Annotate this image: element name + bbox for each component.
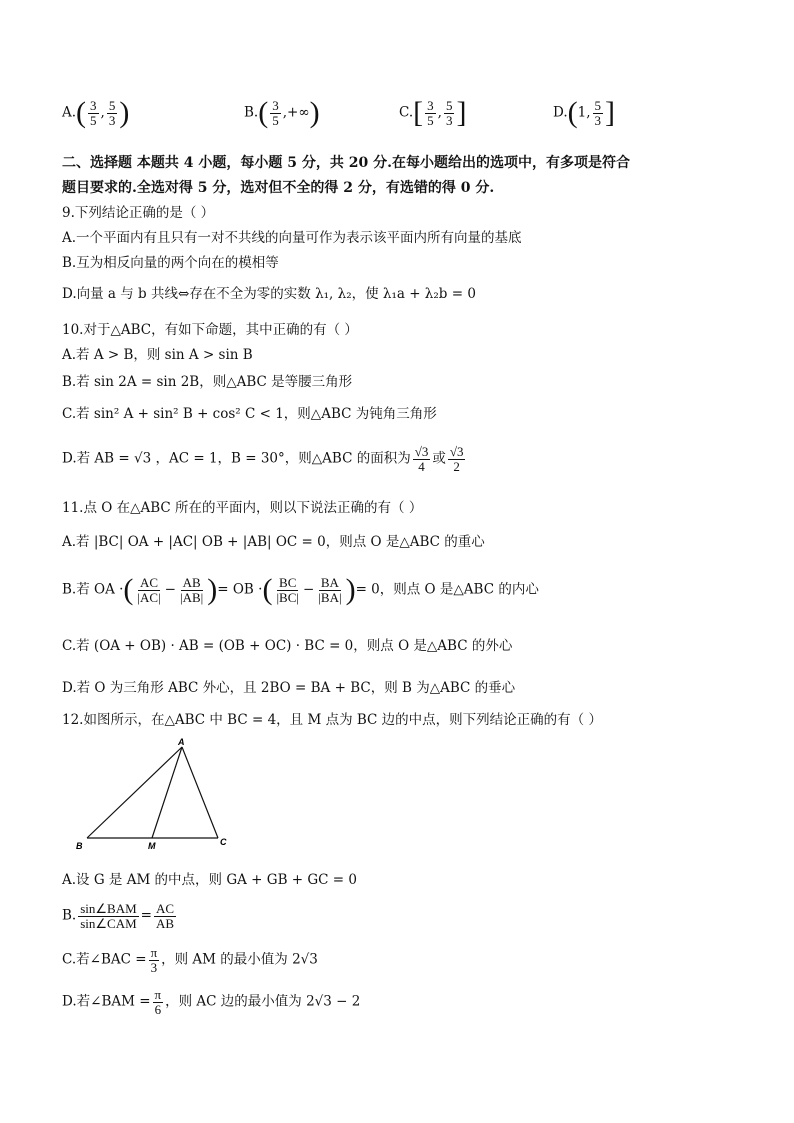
section-2-heading-line2: 题目要求的.全选对得 5 分，选对但不全的得 2 分，有选错的得 0 分.: [62, 180, 495, 196]
section-2-heading-line1: 二、选择题 本题共 4 小题，每小题 5 分，共 20 分.在每小题给出的选项中，有多项是符合: [62, 155, 630, 171]
q9-option-b: B.互为相反向量的两个向在的模相等: [62, 255, 279, 271]
q9-option-a: A.一个平面内有且只有一对不共线的向量可作为表示该平面内所有向量的基底: [62, 230, 522, 246]
q11-option-a: A.若 |BC| OA + |AC| OB + |AB| OC = 0，则点 O 是△ABC 的重心: [62, 534, 485, 550]
q8-option-b: B.( $\frac{3}{5}$ ,+∞): [244, 96, 320, 129]
q10-option-a: A.若 A > B，则 sin A > sin B: [62, 347, 253, 363]
vertex-c-label: C: [220, 837, 227, 847]
point-m-label: M: [148, 841, 156, 851]
q11-option-c: C.若 (OA + OB) · AB = (OB + OC) · BC = 0，则点 O 是△ABC 的外心: [62, 638, 513, 654]
q10-option-c: C.若 sin² A + sin² B + cos² C < 1，则△ABC 为钝角三角形: [62, 406, 437, 422]
q10-stem: 10.对于△ABC，有如下命题，其中正确的有（ ）: [62, 322, 358, 338]
q8-option-a: A.( $\frac{3}{5}$ , $\frac{5}{3}$ ): [62, 96, 130, 129]
side-ab: [87, 747, 182, 838]
q9-option-d: D.向量 a 与 b 共线⇔存在不全为零的实数 λ₁, λ₂，使 λ₁a + λ₂b = 0: [62, 286, 476, 302]
q8-option-c: C.[ $\frac{3}{5}$ , $\frac{5}{3}$ ]: [399, 96, 467, 129]
q12-stem: 12.如图所示，在△ABC 中 BC = 4，且 M 点为 BC 边的中点，则下列结论正确的有（ ）: [62, 712, 602, 728]
q12-option-a: A.设 G 是 AM 的中点，则 GA + GB + GC = 0: [62, 872, 357, 888]
q12-option-c: C.若∠BAC = $\frac{\pi}{3}$ ，则 AM 的最小值为 2√3: [62, 945, 318, 975]
q11-option-b: B.若 OA ·( $\frac{AC}{|AC|}$ − $\frac{AB}{|AB|}$ )= OB ·( $\frac{BC}{|BC|}$ − $\frac{BA}{|BA|}$ )= 0，则点 O 是△ABC 的内心: [62, 573, 539, 606]
q10-option-d: D.若 AB = √3 ，AC = 1，B = 30°，则△ABC 的面积为 $\frac{√3}{4}$ 或 $\frac{√3}{2}$: [62, 444, 464, 474]
q8-option-d: D.(1, $\frac{5}{3}$ ]: [553, 96, 616, 129]
side-ac: [182, 747, 218, 838]
vertex-a-label: A: [178, 737, 185, 747]
q11-stem: 11.点 O 在△ABC 所在的平面内，则以下说法正确的有（ ）: [62, 500, 423, 516]
q10-option-b: B.若 sin 2A = sin 2B，则△ABC 是等腰三角形: [62, 374, 353, 390]
q12-option-b: B. $\frac{\text{sin∠BAM}}{\text{sin∠CAM}}$ = $\frac{AC}{AB}$: [62, 901, 175, 931]
q9-stem: 9.下列结论正确的是（ ）: [62, 205, 215, 221]
q11-option-d: D.若 O 为三角形 ABC 外心，且 2BO = BA + BC，则 B 为△ABC 的垂心: [62, 680, 516, 696]
vertex-b-label: B: [76, 841, 83, 851]
q12-option-d: D.若∠BAM = $\frac{\pi}{6}$ ，则 AC 边的最小值为 2√3 − 2: [62, 987, 361, 1017]
q12-triangle-figure: [70, 735, 240, 855]
